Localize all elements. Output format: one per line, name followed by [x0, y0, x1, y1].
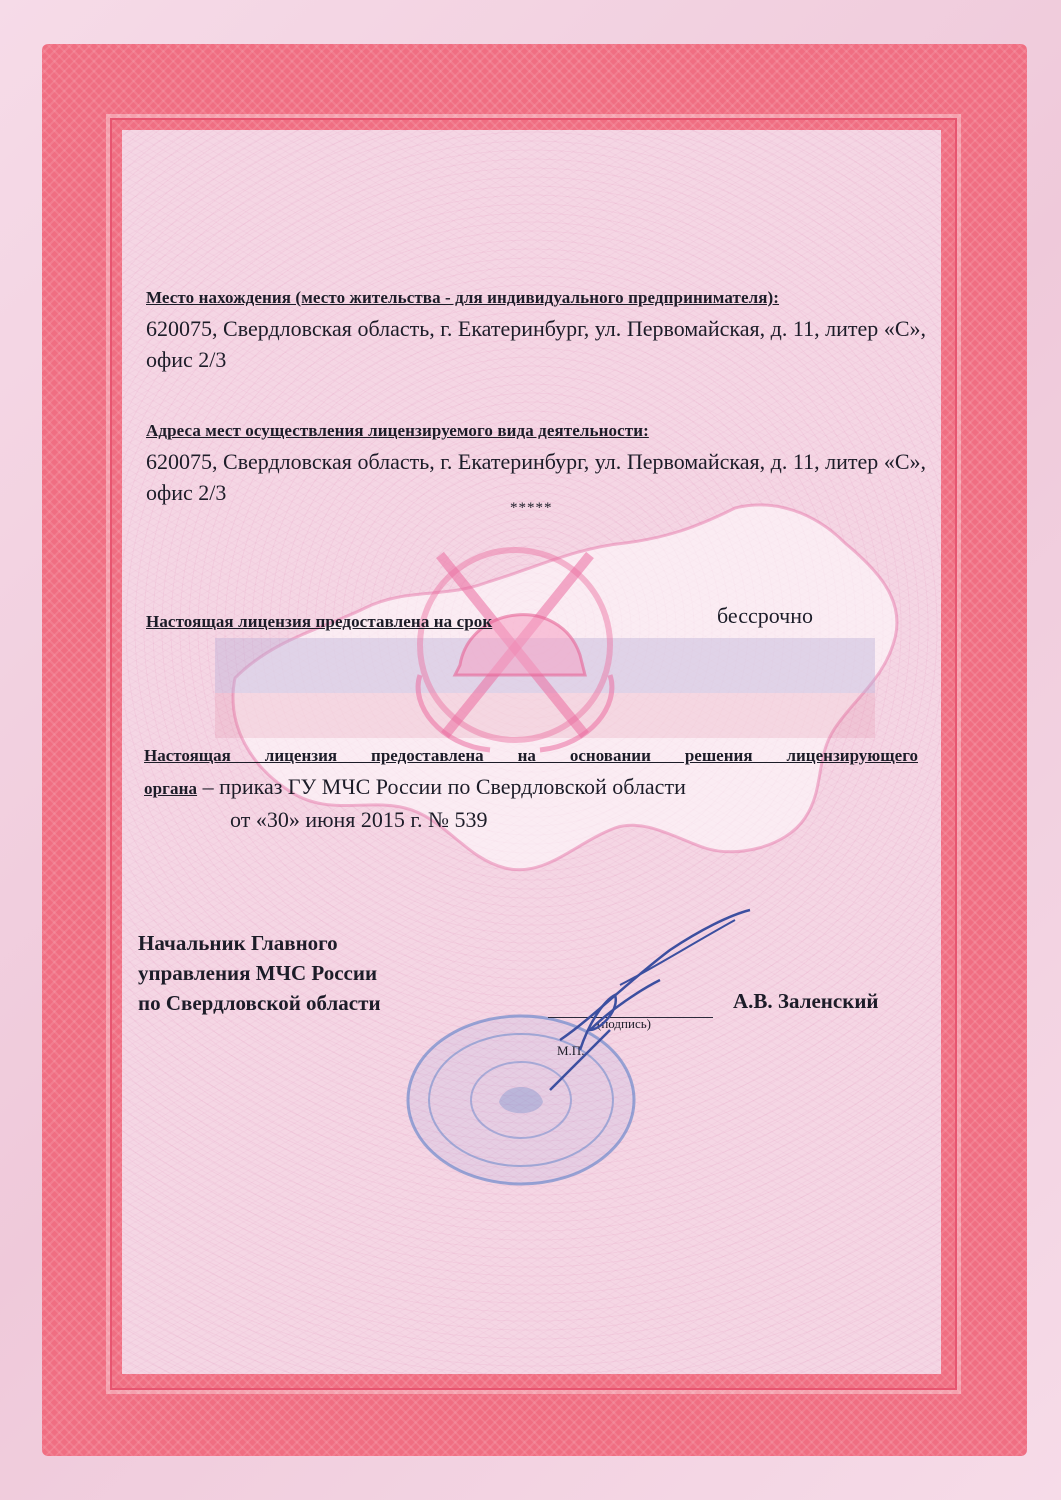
- basis-order-date: от «30» июня 2015 г. № 539: [230, 807, 488, 832]
- basis-label: Настоящая лицензия предоставлена на основании решения лицензирующего: [144, 746, 918, 765]
- signatory-title-line3: по Свердловской области: [138, 991, 381, 1015]
- basis-line: [144, 771, 918, 804]
- basis-label-cont: органа: [144, 779, 198, 798]
- fire-service-emblem-icon: [380, 525, 650, 765]
- location-section: [146, 282, 926, 375]
- location-value: 620075, Свердловская область, г. Екатеринбург, ул. Первомайская, д. 11, литер «С», офис 2/3: [146, 316, 926, 372]
- seal-caption: М.П.: [557, 1043, 585, 1058]
- signatory-name: А.В. Заленский: [733, 989, 879, 1013]
- handwritten-signature: [520, 900, 760, 1100]
- activity-address-label: Адреса мест осуществления лицензируемого вида деятельности:: [146, 421, 649, 440]
- signature-caption: (подпись): [597, 1016, 651, 1031]
- signatory-title: [138, 928, 448, 1018]
- signatory-title-line2: управления МЧС России: [138, 961, 378, 985]
- separator: *****: [510, 500, 553, 516]
- signatory-title-line1: Начальник Главного: [138, 931, 338, 955]
- term-label: Настоящая лицензия предоставлена на срок: [146, 612, 493, 631]
- basis-order-text: – приказ ГУ МЧС России по Свердловской области: [197, 774, 686, 799]
- activity-address-section: [146, 415, 926, 508]
- term-value: бессрочно: [717, 603, 814, 628]
- activity-address-value: 620075, Свердловская область, г. Екатеринбург, ул. Первомайская, д. 11, литер «С», офис 2/3: [146, 449, 926, 505]
- basis-section: [144, 740, 918, 835]
- location-label: Место нахождения (место жительства - для индивидуального предпринимателя):: [146, 288, 780, 307]
